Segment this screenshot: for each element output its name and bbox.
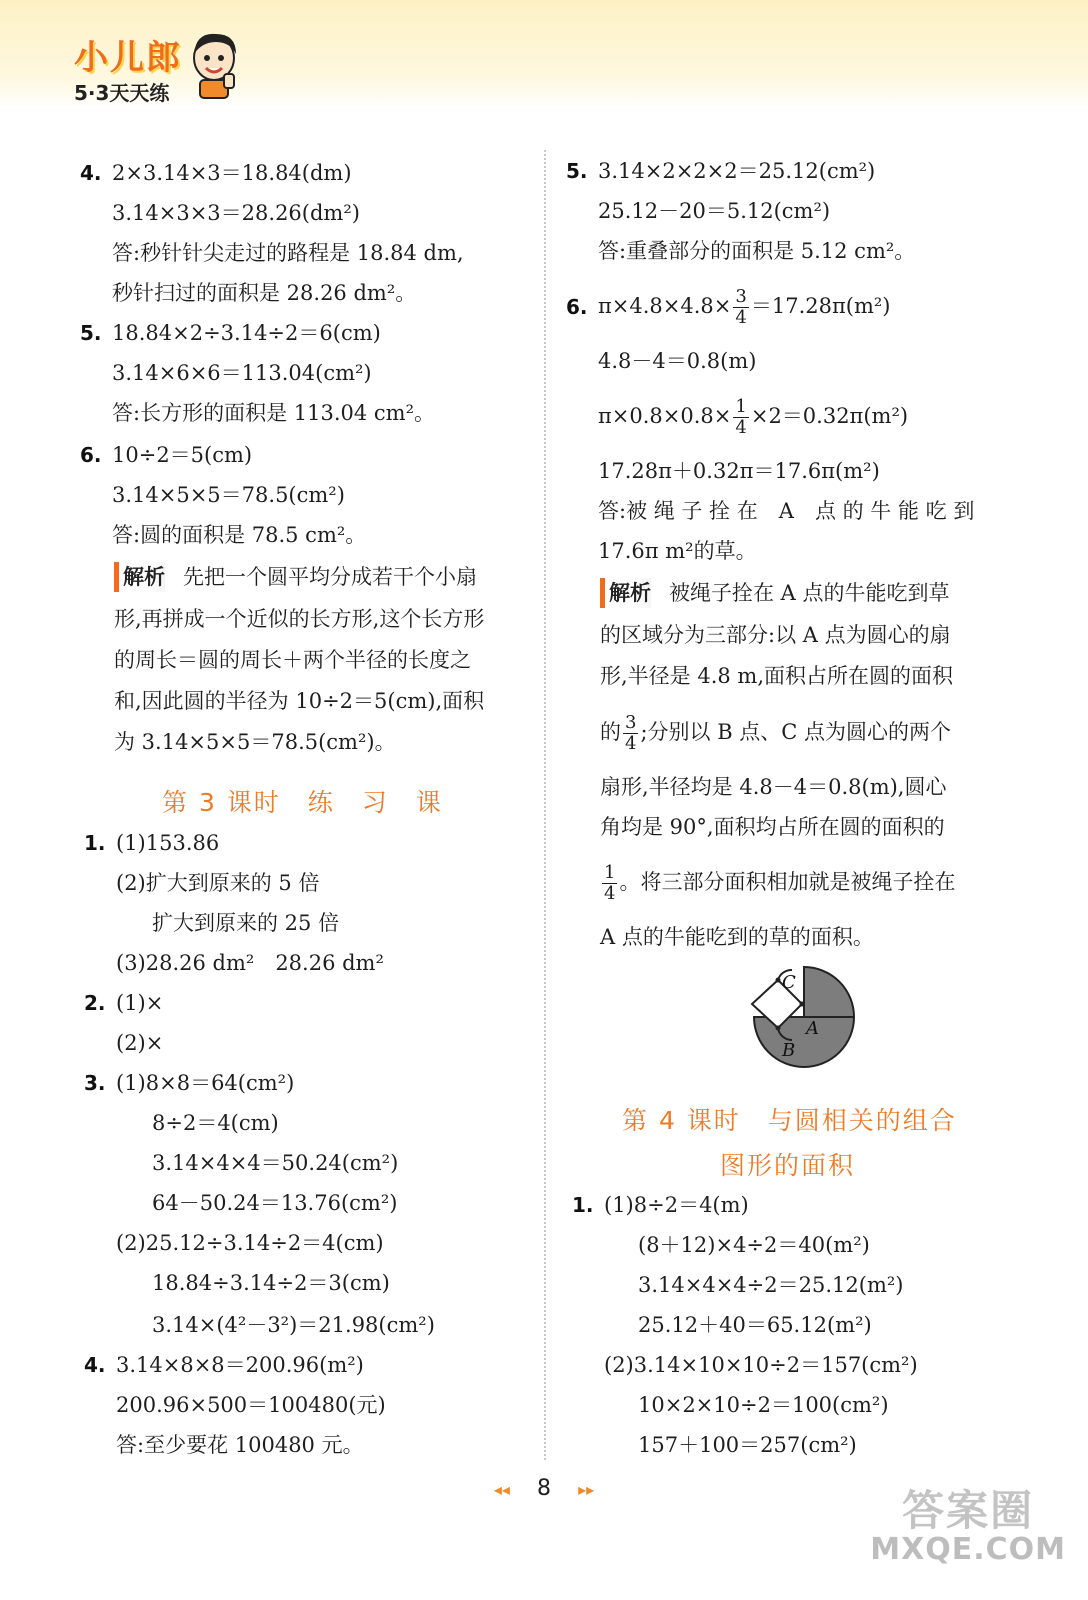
analysis-text: 的 [600, 720, 621, 744]
answer-line: 17.6π m²的草。 [598, 539, 757, 563]
analysis-text: ;分别以 B 点、C 点为圆心的两个 [640, 720, 952, 744]
analysis-line [600, 856, 955, 908]
analysis-first-line [114, 562, 477, 592]
answer-line: (1)8×8＝64(cm²) [116, 1071, 295, 1095]
answer-line: 18.84÷3.14÷2＝3(cm) [152, 1271, 390, 1295]
analysis-line: 角均是 90°,面积均占所在圆的面积的 [600, 815, 945, 839]
fraction [602, 863, 617, 904]
fraction-numerator: 1 [735, 396, 747, 417]
answer-line: (1)× [116, 991, 164, 1015]
fraction [733, 287, 748, 328]
point-b [776, 1026, 781, 1031]
fraction-denominator: 4 [625, 733, 637, 754]
analysis-line: 形,再拼成一个近似的长方形,这个长方形 [114, 607, 485, 631]
analysis-line: 为 3.14×5×5＝78.5(cm²)。 [114, 730, 396, 754]
brand-name: 小儿郎 [74, 38, 182, 78]
answer-line: (8＋12)×4÷2＝40(m²) [638, 1233, 870, 1257]
left-column [80, 0, 550, 1600]
lesson-4-heading-line-2: 图形的面积 [720, 1151, 856, 1180]
answer-line: 3.14×3×3＝28.26(dm²) [112, 201, 360, 225]
fraction [623, 713, 638, 754]
formula-text: ＝17.28π(m²) [750, 294, 891, 318]
answer-line: 4.8－4＝0.8(m) [598, 349, 757, 373]
analysis-tag: 解析 [114, 562, 165, 592]
answer-line: 秒针扫过的面积是 28.26 dm²。 [112, 281, 417, 305]
analysis-text: 被绳子拴在 A 点的牛能吃到草 [669, 581, 950, 605]
point-c [776, 978, 781, 983]
question-number: 5. [566, 159, 588, 183]
answer-line: 答:重叠部分的面积是 5.12 cm²。 [598, 239, 916, 263]
answer-line: 25.12－20＝5.12(cm²) [598, 199, 831, 223]
fraction [733, 397, 748, 438]
answer-line: 答:长方形的面积是 113.04 cm²。 [112, 401, 435, 425]
prev-arrows-icon: ◂◂ [493, 1480, 510, 1499]
series-name: 5·3天天练 [74, 81, 170, 105]
question-number: 3. [84, 1071, 106, 1095]
answer-line: 3.14×2×2×2＝25.12(cm²) [598, 159, 876, 183]
answer-line: 3.14×(4²－3²)＝21.98(cm²) [152, 1313, 435, 1337]
fraction-denominator: 4 [604, 883, 616, 904]
answer-line: 3.14×8×8＝200.96(m²) [116, 1353, 364, 1377]
right-column [566, 0, 1036, 1600]
lesson-3-heading: 第 3 课时 练 习 课 [162, 788, 443, 817]
question-number: 4. [84, 1353, 106, 1377]
lesson-4-heading: 第 4 课时 与圆相关的组合 [622, 1106, 957, 1135]
analysis-line [600, 706, 951, 758]
formula-text: π×0.8×0.8× [598, 404, 732, 428]
analysis-tag: 解析 [600, 578, 651, 608]
fraction-denominator: 4 [735, 307, 747, 328]
analysis-line: 的区域分为三部分:以 A 点为圆心的扇 [600, 623, 951, 647]
answer-line: 答:圆的面积是 78.5 cm²。 [112, 523, 367, 547]
answer-line: 10÷2＝5(cm) [112, 443, 253, 467]
answer-line: 3.14×5×5＝78.5(cm²) [112, 483, 345, 507]
answer-line: 64－50.24＝13.76(cm²) [152, 1191, 398, 1215]
label-a: A [806, 1018, 819, 1039]
analysis-line: 的周长＝圆的周长＋两个半径的长度之 [114, 648, 471, 672]
answer-line: 18.84×2÷3.14÷2＝6(cm) [112, 321, 381, 345]
analysis-text: 。将三部分面积相加就是被绳子拴在 [619, 870, 956, 894]
answer-line: 答:秒针针尖走过的路程是 18.84 dm, [112, 241, 464, 265]
answer-line: 3.14×4×4＝50.24(cm²) [152, 1151, 399, 1175]
analysis-line: 和,因此圆的半径为 10÷2＝5(cm),面积 [114, 689, 485, 713]
answer-line: (3)28.26 dm² 28.26 dm² [116, 951, 384, 975]
question-number: 4. [80, 161, 102, 185]
fraction-numerator: 1 [604, 862, 616, 883]
answer-line: (1)8÷2＝4(m) [604, 1193, 749, 1217]
answer-line: 2×3.14×3＝18.84(dm) [112, 161, 352, 185]
formula-text: ×2＝0.32π(m²) [750, 404, 909, 428]
answer-line: 答:被 绳 子 拴 在 A 点 的 牛 能 吃 到 [598, 499, 975, 523]
grazing-area-figure [744, 962, 860, 1068]
question-number: 2. [84, 991, 106, 1015]
question-number: 1. [572, 1193, 594, 1217]
question-number: 5. [80, 321, 102, 345]
question-number: 6. [566, 295, 588, 319]
answer-line: (2)× [116, 1031, 164, 1055]
watermark-domain: MXQE.COM [870, 1532, 1066, 1567]
answer-line: 25.12＋40＝65.12(m²) [638, 1313, 872, 1337]
answer-line: 8÷2＝4(cm) [152, 1111, 279, 1135]
answer-line: 3.14×4×4÷2＝25.12(m²) [638, 1273, 904, 1297]
answer-line: (1)153.86 [116, 831, 220, 855]
answer-line: 10×2×10÷2＝100(cm²) [638, 1393, 889, 1417]
answer-line: (2)3.14×10×10÷2＝157(cm²) [604, 1353, 918, 1377]
question-number: 6. [80, 443, 102, 467]
answer-line: 17.28π＋0.32π＝17.6π(m²) [598, 459, 880, 483]
fraction-numerator: 3 [625, 712, 637, 733]
fraction-numerator: 3 [735, 286, 747, 307]
answer-line [598, 390, 908, 442]
analysis-line: 扇形,半径均是 4.8－4＝0.8(m),圆心 [600, 775, 947, 799]
answer-line: (2)25.12÷3.14÷2＝4(cm) [116, 1231, 384, 1255]
page-number: 8 [537, 1476, 551, 1501]
watermark [870, 1478, 1066, 1567]
answer-line: 3.14×6×6＝113.04(cm²) [112, 361, 372, 385]
analysis-text: 先把一个圆平均分成若干个小扇 [183, 565, 477, 589]
analysis-first-line [600, 578, 950, 608]
analysis-line: A 点的牛能吃到的草的面积。 [600, 925, 874, 949]
answer-line [598, 280, 890, 332]
watermark-logo: 答案圈 [902, 1486, 1035, 1535]
answer-line: (2)扩大到原来的 5 倍 [116, 871, 320, 895]
answer-line: 扩大到原来的 25 倍 [152, 911, 340, 935]
answer-line: 200.96×500＝100480(元) [116, 1393, 386, 1417]
analysis-line: 形,半径是 4.8 m,面积占所在圆的面积 [600, 664, 954, 688]
question-number: 1. [84, 831, 106, 855]
next-arrows-icon: ▸▸ [578, 1480, 595, 1499]
label-b: B [782, 1040, 796, 1061]
fraction-denominator: 4 [735, 417, 747, 438]
label-c: C [782, 972, 796, 993]
point-a [800, 1002, 805, 1007]
formula-text: π×4.8×4.8× [598, 294, 732, 318]
answer-line: 答:至少要花 100480 元。 [116, 1433, 364, 1457]
answer-line: 157＋100＝257(cm²) [638, 1433, 857, 1457]
